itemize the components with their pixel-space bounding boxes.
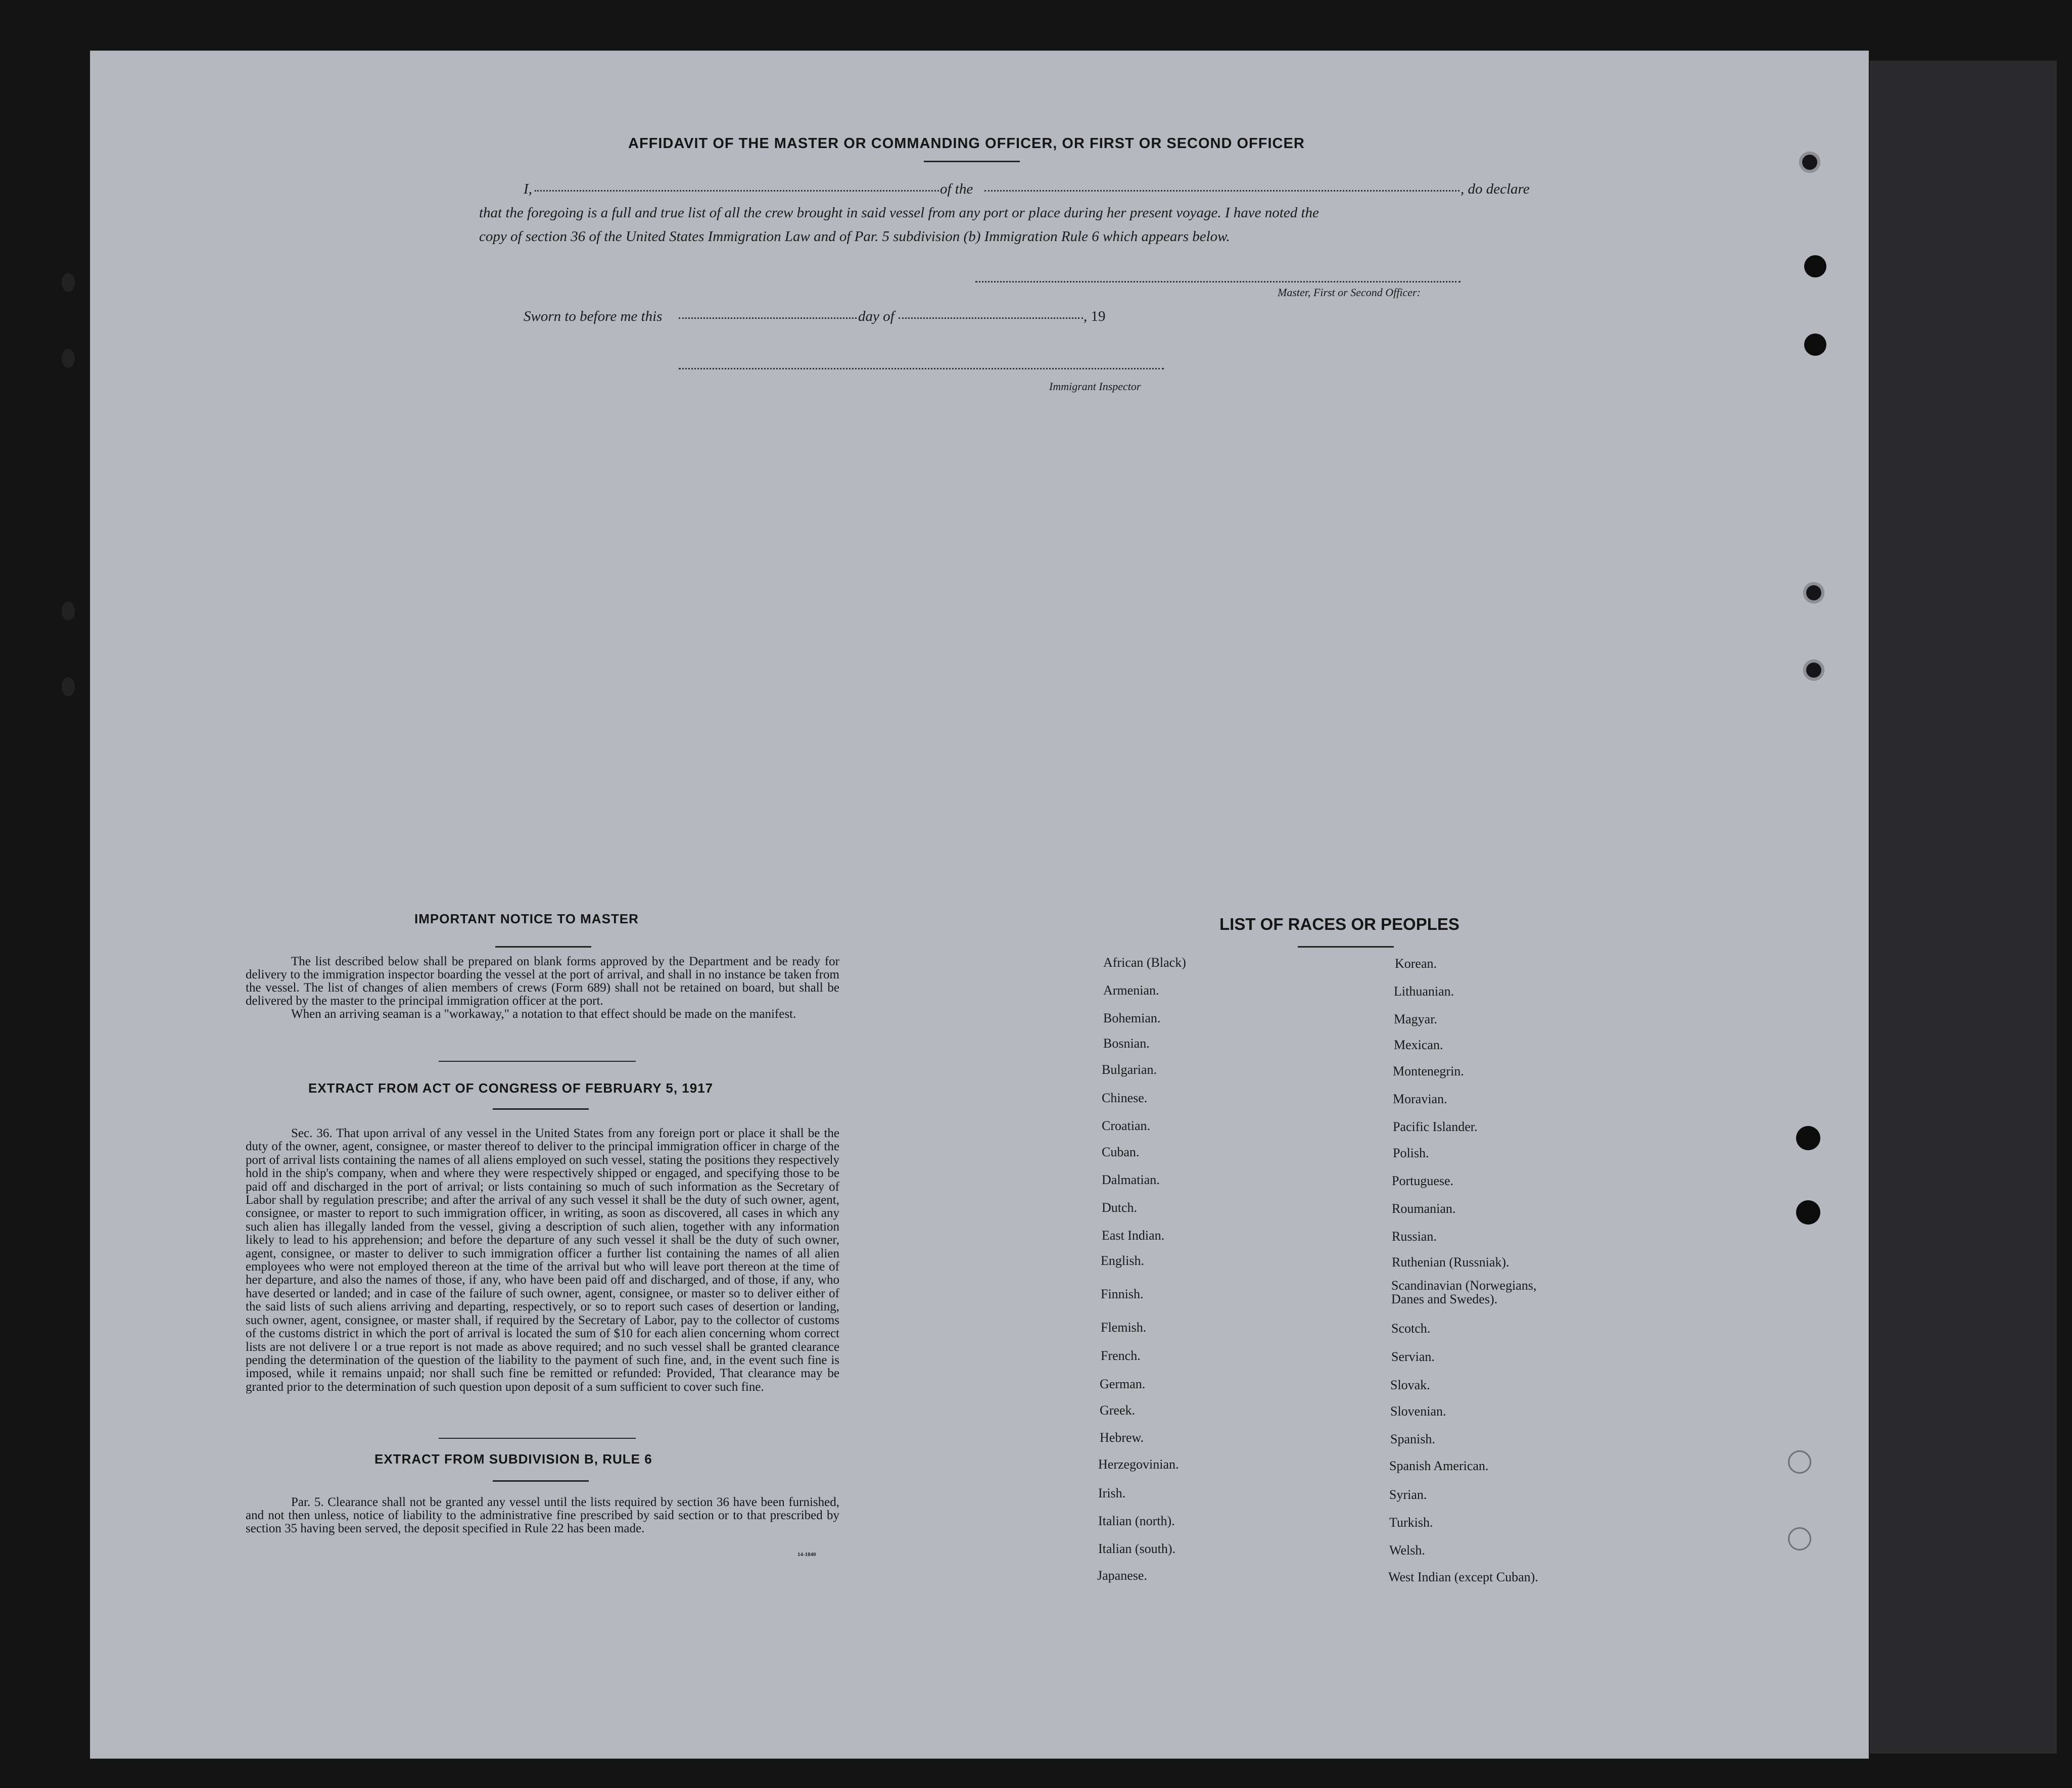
master-signature-field[interactable] [975,281,1461,283]
notice-text [246,955,839,1021]
race-item: Armenian. [1103,983,1159,998]
race-item: Mexican. [1394,1038,1443,1052]
sworn-day-field[interactable] [679,317,857,319]
master-signature-caption: Master, First or Second Officer: [1278,286,1421,299]
race-item: English. [1101,1253,1144,1268]
punch-hole [1796,1126,1820,1150]
race-item: Irish. [1098,1486,1126,1500]
race-item: Ruthenian (Russniak). [1392,1255,1510,1269]
inspector-signature-field[interactable] [679,368,1164,369]
race-item: Portuguese. [1392,1173,1454,1188]
race-item: Cuban. [1102,1145,1140,1159]
race-item: African (Black) [1103,955,1186,970]
races-title: LIST OF RACES OR PEOPLES [1219,915,1459,933]
section-rule [439,1061,636,1062]
rule-title: EXTRACT FROM SUBDIVISION B, RULE 6 [374,1451,652,1467]
form-number: 14-1840 [797,1551,816,1558]
punch-hole [1788,1450,1811,1474]
race-item: East Indian. [1102,1228,1165,1243]
sworn-month-field[interactable] [899,317,1083,319]
race-item: Croatian. [1102,1118,1151,1133]
race-item: Flemish. [1101,1320,1147,1335]
day-of-label: day of [858,308,894,324]
punch-hole [1804,334,1826,356]
punch-hole [1803,660,1824,681]
act-text [246,1127,839,1394]
notice-paragraph-2: When an arriving seaman is a "workaway," a notation to that effect should be made on the manifest. [291,1007,796,1021]
race-item: Syrian. [1389,1487,1427,1502]
race-item: Pacific Islander. [1393,1119,1478,1134]
race-item: Dutch. [1102,1200,1138,1215]
rule-rule [493,1480,589,1482]
race-item: Slovenian. [1390,1404,1446,1419]
notice-title: IMPORTANT NOTICE TO MASTER [414,911,639,926]
race-item: Scandinavian (Norwegians, Danes and Swedes). [1391,1278,1537,1306]
notice-rule [495,946,591,948]
sworn-label: Sworn to before me this [524,308,663,324]
race-item: Chinese. [1102,1091,1148,1105]
race-item: French. [1101,1348,1141,1363]
race-item: Dalmatian. [1102,1172,1160,1187]
race-item: Finnish. [1101,1287,1144,1301]
binding-mark [62,349,75,368]
year-label: , 19 [1084,308,1106,324]
race-item: Spanish American. [1389,1458,1489,1473]
race-item: Greek. [1100,1403,1136,1418]
punch-hole [1788,1527,1811,1550]
race-item: Lithuanian. [1394,984,1454,999]
act-paragraph: Sec. 36. That upon arrival of any vessel in the United States from any foreign port or place it shall be the duty of the owner, agent, consignee, or master thereof to deliver to the principal immigration officer in charge of the port of arrival lists containing the names of all aliens employed on such vessel, stating the positions they respectively hold in the ship's company, when and where they were respectively shipped or engaged, and specifying those to be paid off and discharged in the port of arrival; or lists containing so much of such information as the Secretary of Labor shall by regulation prescribe; and after the arrival of any such vessel it shall be the duty of such owner, agent, consignee, or master to report to such immigration officer, in writing, as soon as discovered, all cases in which any such alien has illegally landed from the vessel, giving a description of such alien, together with any information likely to lead to his apprehension; and before the departure of any such vessel it shall be the duty of such owner, agent, consignee, or master to deliver to such immigration officer a further list containing the names of all alien employees who were not employed thereon at the time of the arrival but who will leave port thereon at the time of her departure, and also the names of those, if any, who have been paid off and discharged, and of those, if any, who have deserted or landed; and in case of the failure of such owner, agent, consignee, or master so to deliver either of the said lists of such aliens arriving and departing, respectively, or so to report such cases of desertion or landing, such owner, agent, consignee, or master shall, if required by the Secretary of Labor, pay to the collector of customs of the customs district in which the port of arrival is located the sum of $10 for each alien concerning whom correct lists are not delivere l or a true report is not made as above required; and no such vessel shall be granted clearance pending the determination of the question of the liability to the payment of such fine, and, in the event such fine is imposed, while it remains unpaid; nor shall such fine be remitted or refunded: Provided, That clearance may be granted prior to the determination of such question upon deposit of a sum sufficient to cover such fine. [246,1126,839,1394]
race-item: German. [1100,1377,1146,1391]
punch-hole [1796,1200,1820,1225]
punch-hole [1803,582,1824,603]
affidavit-declare-label: , do declare [1461,181,1530,197]
race-item: Polish. [1393,1146,1429,1160]
race-item: Hebrew. [1100,1430,1144,1445]
race-item: Turkish. [1389,1515,1433,1530]
affidavit-line-2: that the foregoing is a full and true list of all the crew brought in said vessel from any port or place during her present voyage. I have noted the [479,205,1319,221]
race-item: Bulgarian. [1102,1062,1157,1077]
race-item: Roumanian. [1392,1201,1456,1216]
affidavit-line-3: copy of section 36 of the United States Immigration Law and of Par. 5 subdivision (b) Immigration Rule 6 which appears below. [479,228,1230,245]
affidavit-i-label: I, [524,181,532,197]
punch-hole [1804,255,1826,277]
race-item: Spanish. [1390,1432,1435,1446]
vessel-field[interactable] [984,190,1459,192]
binder-edge [1870,61,2057,1754]
rule-paragraph: Par. 5. Clearance shall not be granted any vessel until the lists required by section 36 have been furnished, and not then unless, notice of liability to the administrative fine prescribed by said section or to that prescribed by section 35 having been served, the deposit specified in Rule 22 has been made. [246,1495,839,1535]
binding-mark [62,677,75,696]
affidavit-title: AFFIDAVIT OF THE MASTER OR COMMANDING OFFICER, OR FIRST OR SECOND OFFICER [628,135,1305,152]
races-rule [1298,946,1394,948]
race-item: Servian. [1391,1349,1435,1364]
document-page [90,51,1869,1759]
race-item: Herzegovinian. [1098,1457,1179,1472]
act-title: EXTRACT FROM ACT OF CONGRESS OF FEBRUARY 5, 1917 [308,1080,714,1096]
race-item: Welsh. [1389,1543,1425,1558]
race-item: Russian. [1392,1229,1437,1244]
inspector-caption: Immigrant Inspector [1049,380,1141,393]
race-item: Montenegrin. [1393,1064,1464,1078]
race-item: Bosnian. [1103,1036,1150,1051]
binding-mark [62,601,75,621]
race-item: Italian (north). [1098,1514,1175,1528]
race-item: Moravian. [1393,1092,1447,1106]
affidavit-of-the-label: of the [940,181,973,197]
title-rule [924,161,1020,162]
binding-mark [62,273,75,292]
race-item: Japanese. [1097,1568,1147,1583]
race-item: Scotch. [1391,1321,1431,1336]
notice-paragraph-1: The list described below shall be prepared on blank forms approved by the Department and be ready for delivery to the immigration inspector boarding the vessel at the port of arrival, and shall in no instance be taken from the vessel. The list of changes of alien members of crews (Form 689) shall not be retained on board, but shall be delivered by the master to the principal immigration officer at the port. [246,955,839,1008]
race-item: Magyar. [1394,1012,1437,1026]
race-item: Italian (south). [1098,1541,1176,1556]
punch-hole [1799,152,1820,173]
race-item: Korean. [1395,956,1437,971]
race-item: West Indian (except Cuban). [1388,1570,1538,1584]
race-item: Bohemian. [1103,1011,1161,1025]
race-item: Slovak. [1390,1378,1430,1392]
section-rule [439,1438,636,1439]
act-rule [493,1108,589,1110]
rule-text [246,1496,839,1535]
name-field[interactable] [535,190,939,192]
